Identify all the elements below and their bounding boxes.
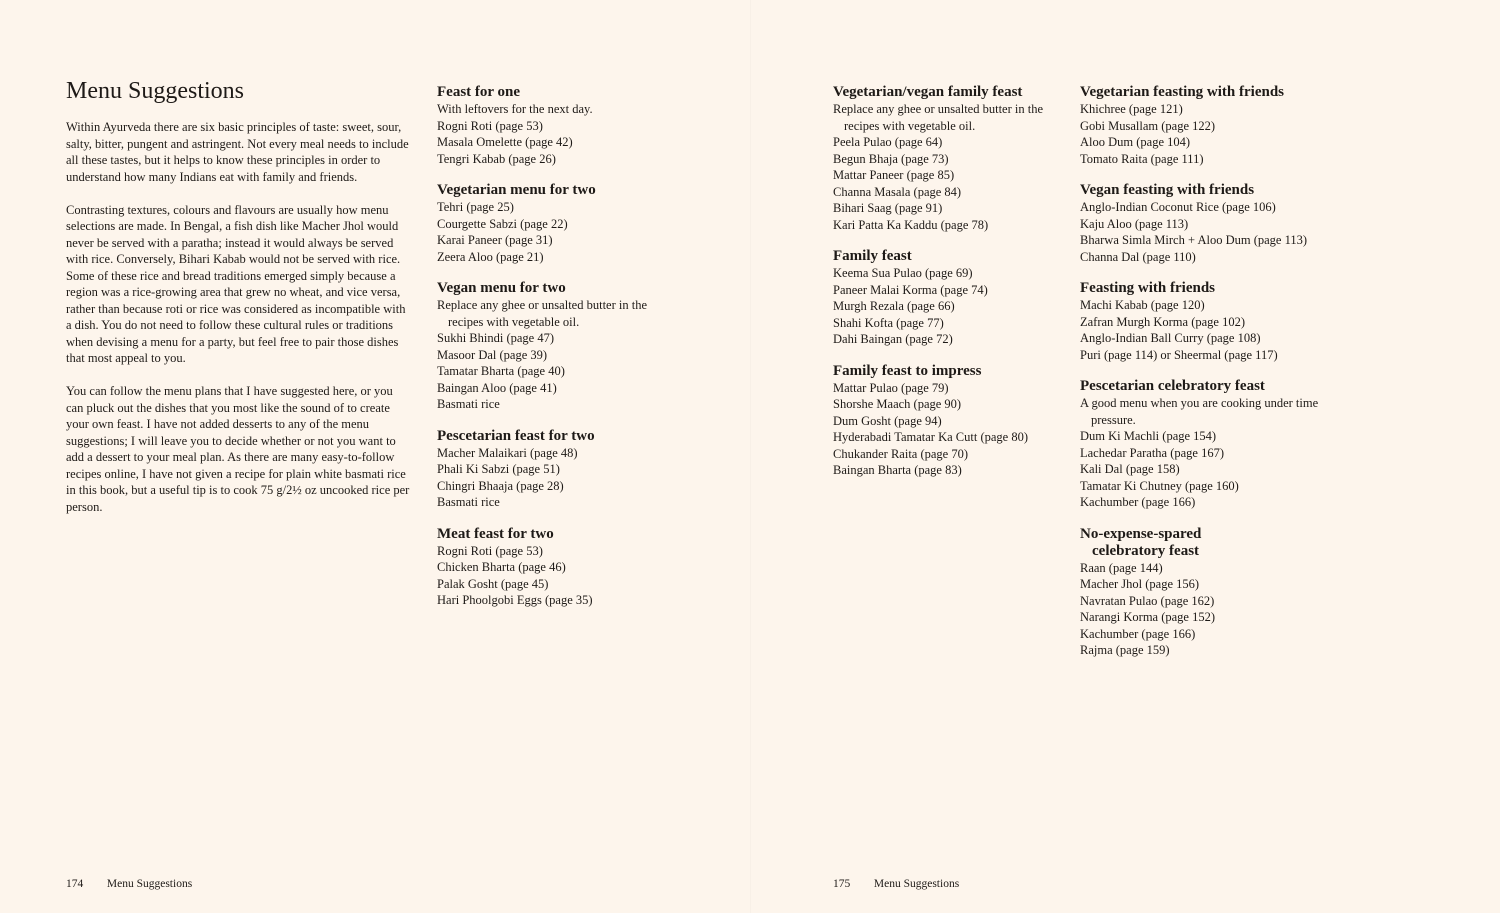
menu-block <box>437 428 677 511</box>
menu-item: Chukander Raita (page 70) <box>833 446 969 461</box>
menu-title-text: celebratory feast <box>1092 542 1200 559</box>
menu-item: Channa Dal (page 110) <box>1080 249 1196 264</box>
menu-title-text: Family feast to impress <box>833 362 982 379</box>
intro-paragraph: Contrasting textures, colours and flavours are usually how menu selections are made. In Bengal, a fish dish like Macher Jhol would never be served with a paratha; instead it would always be served with rice. Conversely, Bihari Kabab would not be served with rice. Some of these rice and bread traditions emerged simply because a region was a rice-growing area that grew no wheat, and vice versa, rather than because roti or rice was considered as incompatible with a dish. You do not need to follow these cultural rules or traditions when devising a menu for a party, but feel free to pair those dishes that most appeal to you. <box>66 202 406 365</box>
menu-title-text: Vegetarian menu for two <box>437 182 596 198</box>
menu-item: Macher Malaikari (page 48) <box>437 445 578 460</box>
menu-item: Chingri Bhaaja (page 28) <box>437 478 564 493</box>
menu-item: Baingan Aloo (page 41) <box>437 380 557 395</box>
menu-item: Kari Patta Ka Kaddu (page 78) <box>833 217 989 232</box>
menu-title <box>437 280 677 297</box>
menu-title <box>1080 84 1340 101</box>
menu-title-text: Vegetarian feasting with friends <box>1080 84 1285 100</box>
menu-item: Kaju Aloo (page 113) <box>1080 216 1189 231</box>
menu-item: Raan (page 144) <box>1080 560 1163 575</box>
menu-block <box>437 526 677 609</box>
menu-title-text: Vegetarian/vegan family feast <box>833 84 1023 100</box>
menu-item-list <box>1080 297 1340 363</box>
menu-item-list <box>437 330 677 413</box>
menu-item: Begun Bhaja (page 73) <box>833 151 949 166</box>
menu-title-text: Feasting with friends <box>1080 280 1215 296</box>
menu-note: Replace any ghee or unsalted butter in the recipes with vegetable oil. <box>833 102 1043 133</box>
menu-block <box>437 280 677 413</box>
menu-item: Shahi Kofta (page 77) <box>833 315 944 330</box>
menu-title <box>1080 526 1340 560</box>
menu-item: Kachumber (page 166) <box>1080 495 1196 509</box>
menu-item-list <box>1080 199 1340 265</box>
menu-block <box>1080 84 1340 167</box>
menu-title <box>833 84 1073 101</box>
menu-item: Anglo-Indian Coconut Rice (page 106) <box>1080 200 1276 214</box>
menu-block <box>1080 280 1340 363</box>
menu-item: Hyderabadi Tamatar Ka Cutt (page 80) <box>833 430 1029 444</box>
menu-item: Mattar Paneer (page 85) <box>833 168 955 182</box>
menu-item: Basmati rice <box>437 495 500 509</box>
menu-column-2 <box>833 84 1073 494</box>
menu-item: Narangi Korma (page 152) <box>1080 610 1216 624</box>
menu-title <box>833 363 1073 380</box>
menu-item-list <box>437 445 677 511</box>
page-number: 175 <box>833 878 851 890</box>
footer-left <box>66 877 192 891</box>
menu-block <box>833 248 1073 348</box>
menu-title-text: Vegan menu for two <box>437 280 566 296</box>
menu-item-list <box>1080 101 1340 167</box>
menu-title-text: Pescetarian feast for two <box>437 427 595 444</box>
menu-block <box>1080 378 1340 511</box>
menu-item: Rogni Roti (page 53) <box>437 543 543 558</box>
menu-item: Basmati rice <box>437 397 500 411</box>
menu-item: Anglo-Indian Ball Curry (page 108) <box>1080 331 1261 345</box>
menu-block <box>1080 526 1340 659</box>
menu-item: Aloo Dum (page 104) <box>1080 135 1191 149</box>
menu-item: Paneer Malai Korma (page 74) <box>833 282 988 297</box>
menu-column-3 <box>1080 84 1340 674</box>
menu-item: Murgh Rezala (page 66) <box>833 299 955 313</box>
menu-block <box>437 182 677 265</box>
footer-right <box>833 877 959 891</box>
menu-item: Rogni Roti (page 53) <box>437 118 543 133</box>
menu-title-text: Family feast <box>833 248 912 264</box>
menu-block <box>1080 182 1340 265</box>
running-head: Menu Suggestions <box>873 878 960 890</box>
menu-item: Baingan Bharta (page 83) <box>833 463 962 477</box>
menu-item: Chicken Bharta (page 46) <box>437 560 566 574</box>
menu-item: Dum Ki Machli (page 154) <box>1080 429 1217 443</box>
menu-item: Bharwa Simla Mirch + Aloo Dum (page 113) <box>1080 233 1308 247</box>
menu-title <box>437 526 677 543</box>
menu-title <box>437 428 677 445</box>
menu-note: With leftovers for the next day. <box>437 102 593 116</box>
spread-gutter <box>750 0 751 913</box>
menu-item: Tehri (page 25) <box>437 200 514 214</box>
menu-item: Channa Masala (page 84) <box>833 184 962 199</box>
menu-column-1 <box>437 84 677 624</box>
menu-item: Macher Jhol (page 156) <box>1080 577 1200 591</box>
menu-item: Bihari Saag (page 91) <box>833 201 943 215</box>
menu-title-text: Feast for one <box>437 84 521 100</box>
menu-title-text: Meat feast for two <box>437 525 554 542</box>
menu-title <box>1080 182 1340 199</box>
menu-block <box>833 84 1073 233</box>
menu-title <box>833 248 1073 265</box>
menu-item: Courgette Sabzi (page 22) <box>437 216 568 231</box>
page-number: 174 <box>66 878 84 890</box>
menu-item: Masoor Dal (page 39) <box>437 347 548 362</box>
menu-item: Shorshe Maach (page 90) <box>833 397 962 411</box>
menu-item: Karai Paneer (page 31) <box>437 233 553 247</box>
menu-title-text: Pescetarian celebratory feast <box>1080 378 1265 394</box>
page-title: Menu Suggestions <box>66 78 245 104</box>
menu-item: Masala Omelette (page 42) <box>437 135 573 149</box>
menu-item-list <box>833 134 1073 233</box>
menu-item: Keema Sua Pulao (page 69) <box>833 266 973 280</box>
intro-paragraph: You can follow the menu plans that I have suggested here, or you can pluck out the dishes that you most like the sound of to create your own feast. I have not added desserts to any of the menu suggestions; I will leave you to decide whether or not you want to add a dessert to your meal plan. As there are many easy-to-follow recipes online, I have not given a recipe for plain white basmati rice in this book, but a useful tip is to cook 75 g/2½ oz uncooked rice per person. <box>66 384 410 514</box>
menu-item: Kachumber (page 166) <box>1080 626 1196 641</box>
menu-item: Dum Gosht (page 94) <box>833 413 942 428</box>
menu-item: Zafran Murgh Korma (page 102) <box>1080 314 1245 329</box>
menu-item: Navratan Pulao (page 162) <box>1080 593 1215 608</box>
menu-item-list <box>1080 428 1340 511</box>
menu-block <box>833 363 1073 479</box>
menu-item: Tamatar Ki Chutney (page 160) <box>1080 478 1239 493</box>
menu-item: Lachedar Paratha (page 167) <box>1080 445 1225 460</box>
menu-block <box>437 84 677 167</box>
menu-item: Sukhi Bhindi (page 47) <box>437 331 555 345</box>
menu-item-list <box>1080 560 1340 659</box>
intro-text <box>66 119 411 532</box>
menu-item: Rajma (page 159) <box>1080 643 1170 657</box>
menu-item-list <box>437 543 677 609</box>
menu-item: Puri (page 114) or Sheermal (page 117) <box>1080 347 1278 362</box>
menu-title <box>437 182 677 199</box>
menu-item: Kali Dal (page 158) <box>1080 462 1180 476</box>
intro-paragraph: Within Ayurveda there are six basic principles of taste: sweet, sour, salty, bitter, pungent and astringent. Not every meal needs to include all these tastes, but it helps to know these principles in order to understand how many Indians eat with family and friends. <box>66 120 409 184</box>
menu-title <box>1080 280 1340 297</box>
menu-item: Palak Gosht (page 45) <box>437 576 549 591</box>
menu-item: Tengri Kabab (page 26) <box>437 151 556 166</box>
menu-item: Peela Pulao (page 64) <box>833 135 943 149</box>
running-head: Menu Suggestions <box>106 878 193 890</box>
menu-item-list <box>833 265 1073 348</box>
menu-item: Tomato Raita (page 111) <box>1080 151 1204 166</box>
menu-title <box>437 84 677 101</box>
menu-title <box>1080 378 1340 395</box>
menu-item: Machi Kabab (page 120) <box>1080 298 1205 312</box>
menu-item: Mattar Pulao (page 79) <box>833 380 949 395</box>
menu-item: Gobi Musallam (page 122) <box>1080 118 1216 133</box>
menu-item: Tamatar Bharta (page 40) <box>437 364 565 378</box>
menu-item: Zeera Aloo (page 21) <box>437 249 544 264</box>
menu-item-list <box>437 118 677 168</box>
menu-item: Dahi Baingan (page 72) <box>833 332 953 346</box>
menu-item: Phali Ki Sabzi (page 51) <box>437 462 560 476</box>
menu-title-text: No-expense-spared <box>1080 525 1202 542</box>
menu-item-list <box>437 199 677 265</box>
menu-item: Khichree (page 121) <box>1080 102 1183 116</box>
menu-note: A good menu when you are cooking under time pressure. <box>1080 396 1319 427</box>
menu-item: Hari Phoolgobi Eggs (page 35) <box>437 593 593 607</box>
menu-title-text: Vegan feasting with friends <box>1080 182 1255 198</box>
menu-item-list <box>833 380 1073 479</box>
menu-note: Replace any ghee or unsalted butter in the recipes with vegetable oil. <box>437 298 647 329</box>
